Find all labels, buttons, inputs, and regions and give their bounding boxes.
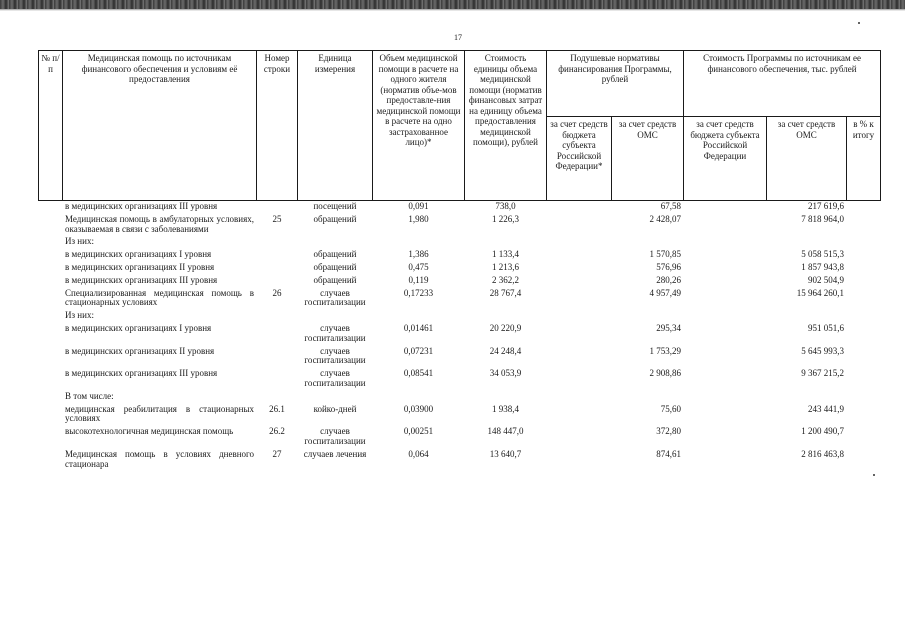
cell-num <box>39 214 63 237</box>
cell-row <box>257 249 298 262</box>
cell-total-oms: 2 816 463,8 <box>801 448 844 459</box>
cell-name: Специализированная медицинская помощь в стационарных условиях <box>65 287 254 308</box>
cell-row <box>257 368 298 391</box>
cell-cost: 738,0 <box>495 201 516 211</box>
cell-num <box>39 249 63 262</box>
cell-row <box>257 275 298 288</box>
table-row <box>39 346 881 369</box>
scan-top-edge <box>0 0 905 9</box>
cell-unit: случаев госпитализации <box>304 322 366 343</box>
cell-row <box>257 346 298 369</box>
cell-unit: койко-дней <box>313 403 357 414</box>
scan-speck <box>858 22 860 24</box>
cell-percap-budget <box>547 236 612 249</box>
cell-cost: 13 640,7 <box>489 448 522 459</box>
cell-cost: 24 248,4 <box>489 345 522 356</box>
cell-row <box>257 262 298 275</box>
cell-total-budget <box>684 249 767 262</box>
cell-percent <box>847 323 881 346</box>
cell-row: 26 <box>272 287 282 298</box>
cell-name: в медицинских организациях III уровня <box>65 274 218 285</box>
table-row <box>39 404 881 427</box>
cell-name: высокотехнологичная медицинская помощь <box>65 426 234 437</box>
cell-cost: 1 938,4 <box>492 403 519 414</box>
cell-volume: 0,07231 <box>403 345 434 356</box>
cell-total-oms: 243 441,9 <box>808 403 844 414</box>
cell-total-budget <box>684 310 767 323</box>
cell-num <box>39 262 63 275</box>
cell-row <box>257 323 298 346</box>
cell-name: в медицинских организациях I уровня <box>65 322 212 333</box>
cell-cost <box>465 310 547 323</box>
cell-row: 25 <box>272 213 282 224</box>
cell-row <box>257 391 298 404</box>
cell-name: в медицинских организациях II уровня <box>65 345 215 356</box>
cell-percap-budget <box>547 310 612 323</box>
table-row <box>39 323 881 346</box>
cell-name: в медицинских организациях III уровня <box>65 368 218 379</box>
cell-num <box>39 391 63 404</box>
cell-total-oms <box>767 310 847 323</box>
cell-row <box>257 201 298 214</box>
scan-speck <box>873 474 875 476</box>
cell-percap-oms: 4 957,49 <box>649 287 681 298</box>
cell-percent <box>847 449 881 472</box>
cell-cost: 34 053,9 <box>489 368 522 379</box>
cell-unit: обращений <box>313 213 357 224</box>
cell-total-oms: 902 504,9 <box>808 274 844 285</box>
cell-total-budget <box>684 368 767 391</box>
cell-total-oms: 217 619,6 <box>808 201 844 211</box>
financing-table <box>38 50 881 471</box>
cell-unit: посещений <box>313 201 357 211</box>
header-total-budget: за счет средств бюджета субъекта Российской Федерации <box>684 117 767 201</box>
cell-name: в медицинских организациях I уровня <box>65 249 212 260</box>
cell-num <box>39 201 63 214</box>
cell-percap-oms <box>612 391 684 404</box>
cell-percap-oms: 2 428,07 <box>649 213 681 224</box>
cell-percap-oms: 874,61 <box>656 448 681 459</box>
cell-percap-oms: 75,60 <box>660 403 681 414</box>
cell-percent <box>847 214 881 237</box>
cell-unit: обращений <box>313 274 357 285</box>
cell-volume: 0,01461 <box>403 322 434 333</box>
cell-total-oms <box>767 391 847 404</box>
cell-unit <box>298 310 373 323</box>
cell-percent <box>847 404 881 427</box>
cell-cost: 1 213,6 <box>492 261 519 272</box>
cell-num <box>39 288 63 311</box>
cell-volume: 0,17233 <box>403 287 434 298</box>
cell-cost: 148 447,0 <box>487 426 524 437</box>
header-total-oms: за счет средств ОМС <box>767 117 847 201</box>
cell-percap-budget <box>547 275 612 288</box>
cell-unit: случаев госпитализации <box>304 287 366 308</box>
cell-total-budget <box>684 262 767 275</box>
cell-total-budget <box>684 323 767 346</box>
cell-percap-budget <box>547 426 612 449</box>
cell-total-budget <box>684 391 767 404</box>
header-row: Номер строки <box>257 51 298 201</box>
header-name: Медицинская помощь по источникам финансового обеспечения и условиям её предоставления <box>63 51 257 201</box>
cell-percent <box>847 346 881 369</box>
cell-name: в медицинских организациях III уровня <box>65 201 218 211</box>
cell-percap-oms: 1 753,29 <box>649 345 681 356</box>
cell-percent <box>847 201 881 214</box>
cell-percent <box>847 262 881 275</box>
cell-percent <box>847 368 881 391</box>
header-volume: Объем медицинской помощи в расчете на одного жителя (норматив объе-мов предоставле-ния медицинской помощи в расчете на одно застрахованное лицо)* <box>373 51 465 201</box>
table-body <box>39 201 881 472</box>
cell-name: Медицинская помощь в амбулаторных условиях, оказываемая в связи с заболеваниями <box>65 213 254 234</box>
cell-total-oms: 7 818 964,0 <box>801 213 844 224</box>
cell-name: медицинская реабилитация в стационарных условиях <box>65 403 254 424</box>
cell-volume: 1,386 <box>408 249 429 260</box>
cell-percap-oms: 2 908,86 <box>649 368 681 379</box>
cell-percap-oms: 372,80 <box>656 426 681 437</box>
cell-percap-oms: 576,96 <box>656 261 681 272</box>
cell-total-oms: 9 367 215,2 <box>801 368 844 379</box>
table-row <box>39 426 881 449</box>
cell-num <box>39 404 63 427</box>
header-unit: Единица измерения <box>298 51 373 201</box>
cell-total-budget <box>684 288 767 311</box>
cell-row: 26.2 <box>269 426 285 437</box>
cell-percap-budget <box>547 262 612 275</box>
table-row <box>39 214 881 237</box>
cell-percent <box>847 236 881 249</box>
cell-percap-oms: 280,26 <box>656 274 681 285</box>
cell-percent <box>847 426 881 449</box>
cell-total-oms <box>767 236 847 249</box>
cell-row: 27 <box>272 448 282 459</box>
cell-percap-oms <box>612 310 684 323</box>
table-row <box>39 449 881 472</box>
cell-total-budget <box>684 214 767 237</box>
table-row <box>39 288 881 311</box>
cell-total-budget <box>684 449 767 472</box>
cell-volume <box>373 236 465 249</box>
cell-volume: 0,08541 <box>403 368 434 379</box>
table-row <box>39 262 881 275</box>
cell-num <box>39 275 63 288</box>
cell-name: Из них: <box>65 310 94 321</box>
cell-percap-budget <box>547 368 612 391</box>
cell-total-budget <box>684 201 767 214</box>
cell-percent <box>847 310 881 323</box>
cell-percent <box>847 275 881 288</box>
header-cost: Стоимость единицы объема медицинской помощи (норматив финансовых затрат на единицу объема предоставления медицинской помощи), рублей <box>465 51 547 201</box>
cell-percap-budget <box>547 214 612 237</box>
cell-num <box>39 346 63 369</box>
cell-row <box>257 310 298 323</box>
cell-percent <box>847 249 881 262</box>
cell-volume <box>373 310 465 323</box>
cell-percap-budget <box>547 249 612 262</box>
cell-num <box>39 368 63 391</box>
cell-unit: обращений <box>313 249 357 260</box>
cell-total-budget <box>684 275 767 288</box>
cell-unit: случаев госпитализации <box>304 426 366 446</box>
cell-total-budget <box>684 236 767 249</box>
table-row <box>39 391 881 404</box>
cell-name: В том числе: <box>65 390 114 401</box>
cell-unit: обращений <box>313 261 357 272</box>
cell-unit: случаев лечения <box>303 448 367 459</box>
cell-name: Медицинская помощь в условиях дневного стационара <box>65 448 254 469</box>
cell-percent <box>847 391 881 404</box>
cell-percap-oms: 1 570,85 <box>649 249 681 260</box>
header-num: № п/п <box>39 51 63 201</box>
cell-percap-oms <box>612 236 684 249</box>
table-row <box>39 201 881 214</box>
cell-cost <box>465 236 547 249</box>
cell-volume: 0,119 <box>408 274 429 285</box>
cell-percap-budget <box>547 346 612 369</box>
table-row <box>39 368 881 391</box>
table-row <box>39 236 881 249</box>
cell-num <box>39 310 63 323</box>
header-percap-budget: за счет средств бюджета субъекта Российской Федерации* <box>547 117 612 201</box>
cell-total-oms: 15 964 260,1 <box>796 287 844 298</box>
cell-percap-budget <box>547 449 612 472</box>
cell-num <box>39 449 63 472</box>
cell-volume: 1,980 <box>408 213 429 224</box>
cell-unit: случаев госпитализации <box>304 368 366 388</box>
cell-num <box>39 323 63 346</box>
table-row <box>39 249 881 262</box>
page-number: 17 <box>454 33 462 42</box>
cell-name: Из них: <box>65 236 94 247</box>
cell-total-budget <box>684 426 767 449</box>
cell-cost: 28 767,4 <box>489 287 522 298</box>
cell-name: в медицинских организациях II уровня <box>65 261 215 272</box>
cell-total-oms: 5 645 993,3 <box>801 345 844 356</box>
cell-total-budget <box>684 346 767 369</box>
cell-num <box>39 236 63 249</box>
header-total-percent: в % к итогу <box>847 117 881 201</box>
cell-cost <box>465 391 547 404</box>
cell-unit <box>298 236 373 249</box>
cell-volume: 0,064 <box>408 448 429 459</box>
cell-cost: 1 133,4 <box>492 249 519 260</box>
cell-total-oms: 5 058 515,3 <box>801 249 844 260</box>
cell-volume <box>373 391 465 404</box>
cell-cost: 20 220,9 <box>489 322 522 333</box>
cell-total-oms: 951 051,6 <box>808 322 844 333</box>
cell-unit <box>298 391 373 404</box>
cell-volume: 0,475 <box>408 261 429 272</box>
cell-row: 26.1 <box>269 403 285 414</box>
cell-percap-budget <box>547 288 612 311</box>
header-percap-oms: за счет средств ОМС <box>612 117 684 201</box>
cell-total-oms: 1 857 943,8 <box>801 261 844 272</box>
cell-row <box>257 236 298 249</box>
cell-unit: случаев госпитализации <box>304 345 366 366</box>
header-percap-group: Подушевые нормативы финансирования Программы, рублей <box>547 51 684 117</box>
header-total-group: Стоимость Программы по источникам ее финансового обеспечения, тыс. рублей <box>684 51 881 117</box>
table-row <box>39 310 881 323</box>
cell-volume: 0,00251 <box>403 426 434 437</box>
cell-percent <box>847 288 881 311</box>
cell-total-oms: 1 200 490,7 <box>801 426 844 437</box>
cell-percap-budget <box>547 404 612 427</box>
cell-cost: 2 362,2 <box>492 274 519 285</box>
cell-num <box>39 426 63 449</box>
cell-percap-budget <box>547 323 612 346</box>
cell-percap-budget <box>547 201 612 214</box>
table-row <box>39 275 881 288</box>
cell-percap-budget <box>547 391 612 404</box>
cell-percap-oms: 295,34 <box>656 322 681 333</box>
cell-cost: 1 226,3 <box>492 213 519 224</box>
table-header <box>39 51 881 201</box>
cell-percap-oms: 67,58 <box>660 201 681 211</box>
cell-volume: 0,03900 <box>403 403 434 414</box>
cell-volume: 0,091 <box>408 201 429 211</box>
cell-total-budget <box>684 404 767 427</box>
